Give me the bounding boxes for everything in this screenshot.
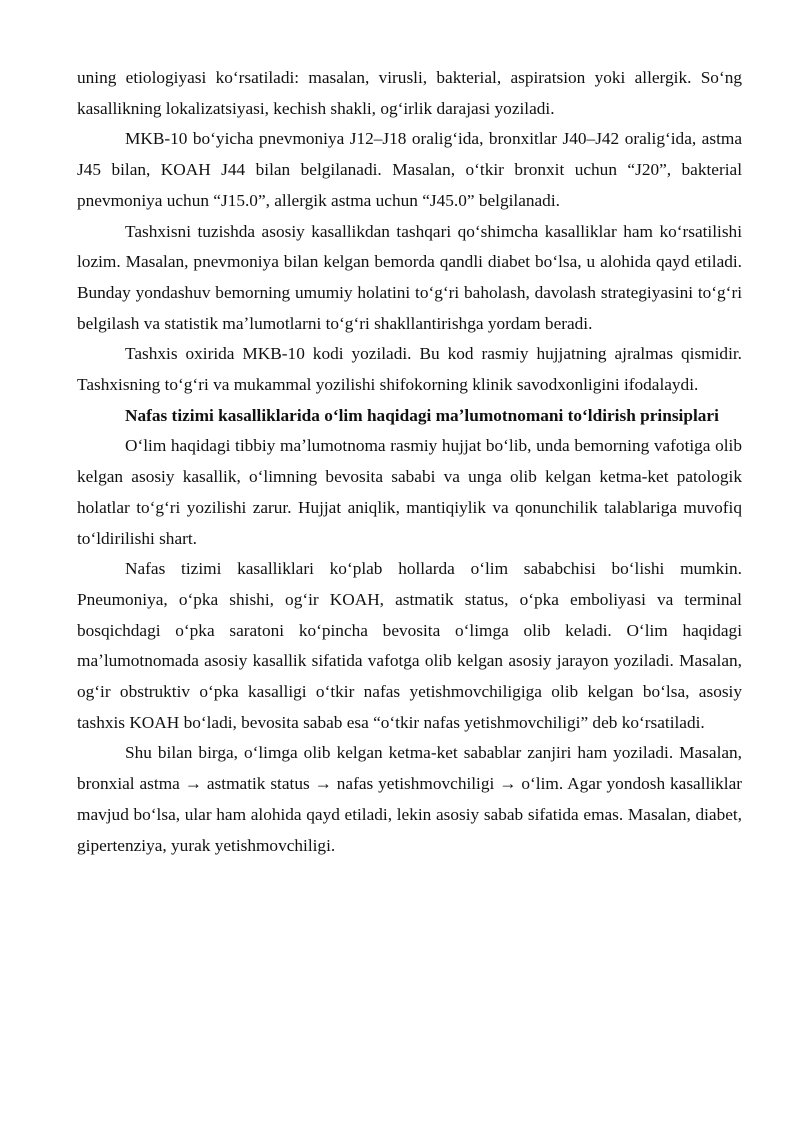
paragraph-death-certificate: Oʻlim haqidagi tibbiy maʼlumotnoma rasmiy hujjat boʻlib, unda bemorning vafotiga olib kelgan asosiy kasallik, oʻlimning bevosita sababi va unga olib kelgan ketma-ket patologik holatlar toʻgʻri yozilishi zarur. Hujjat aniqlik, mantiqiylik va qonunchilik talablariga muvofiq toʻldirilishi shart. [77, 436, 742, 548]
paragraph-comorbidities: Tashxisni tuzishda asosiy kasallikdan tashqari qoʻshimcha kasalliklar ham koʻrsatilishi lozim. Masalan, pnevmoniya bilan kelgan bemorda qandli diabet boʻlsa, u alohida qayd etiladi. Bunday yondashuv bemorning umumiy holatini toʻgʻri baholash, davolash strategiyasini toʻgʻri belgilash va statistik maʼlumotlarni toʻgʻri shakllantirishga yordam beradi. [77, 221, 742, 333]
paragraph-respiratory-causes: Nafas tizimi kasalliklari koʻplab hollarda oʻlim sababchisi boʻlishi mumkin. Pneumoniya, oʻpka shishi, ogʻir KOAH, astmatik status, oʻpka emboliyasi va terminal bosqichdagi oʻpka saratoni koʻpincha bevosita oʻlimga olib keladi. Oʻlim haqidagi maʼlumotnomada asosiy kasallik sifatida vafotga olib kelgan asosiy jarayon yoziladi. Masalan, ogʻir obstruktiv oʻpka kasalligi oʻtkir nafas yetishmovchiligiga olib kelgan boʻlsa, asosiy tashxis KOAH boʻladi, bevosita sabab esa “oʻtkir nafas yetishmovchiligi” deb koʻrsatiladi. [77, 559, 742, 732]
section-heading: Nafas tizimi kasalliklarida oʻlim haqidagi maʼlumotnomani toʻldirish prinsiplari [125, 405, 719, 425]
paragraph-icd-code-final: Tashxis oxirida MKB-10 kodi yoziladi. Bu kod rasmiy hujjatning ajralmas qismidir. Tashxisning toʻgʻri va mukammal yozilishi shifokorning klinik savodxonligini ifodalaydi. [77, 344, 742, 395]
document-page [77, 63, 742, 861]
paragraph-icd-codes: MKB-10 boʻyicha pnevmoniya J12–J18 oraligʻida, bronxitlar J40–J42 oraligʻida, astma J45 bilan, KOAH J44 bilan belgilanadi. Masalan, oʻtkir bronxit uchun “J20”, bakterial pnevmoniya uchun “J15.0”, allergik astma uchun “J45.0” belgilanadi. [77, 129, 742, 210]
paragraph-cause-chain: Shu bilan birga, oʻlimga olib kelgan ketma-ket sabablar zanjiri ham yoziladi. Masalan, bronxial astma → astmatik status → nafas yetishmovchiligi → oʻlim. Agar yondosh kasalliklar mavjud boʻlsa, ular ham alohida qayd etiladi, lekin asosiy sabab sifatida emas. Masalan, diabet, gipertenziya, yurak yetishmovchiligi. [77, 743, 742, 855]
paragraph-continuation: uning etiologiyasi koʻrsatiladi: masalan, virusli, bakterial, aspiratsion yoki allergik. Soʻng kasallikning lokalizatsiyasi, kechish shakli, ogʻirlik darajasi yoziladi. [77, 68, 742, 118]
